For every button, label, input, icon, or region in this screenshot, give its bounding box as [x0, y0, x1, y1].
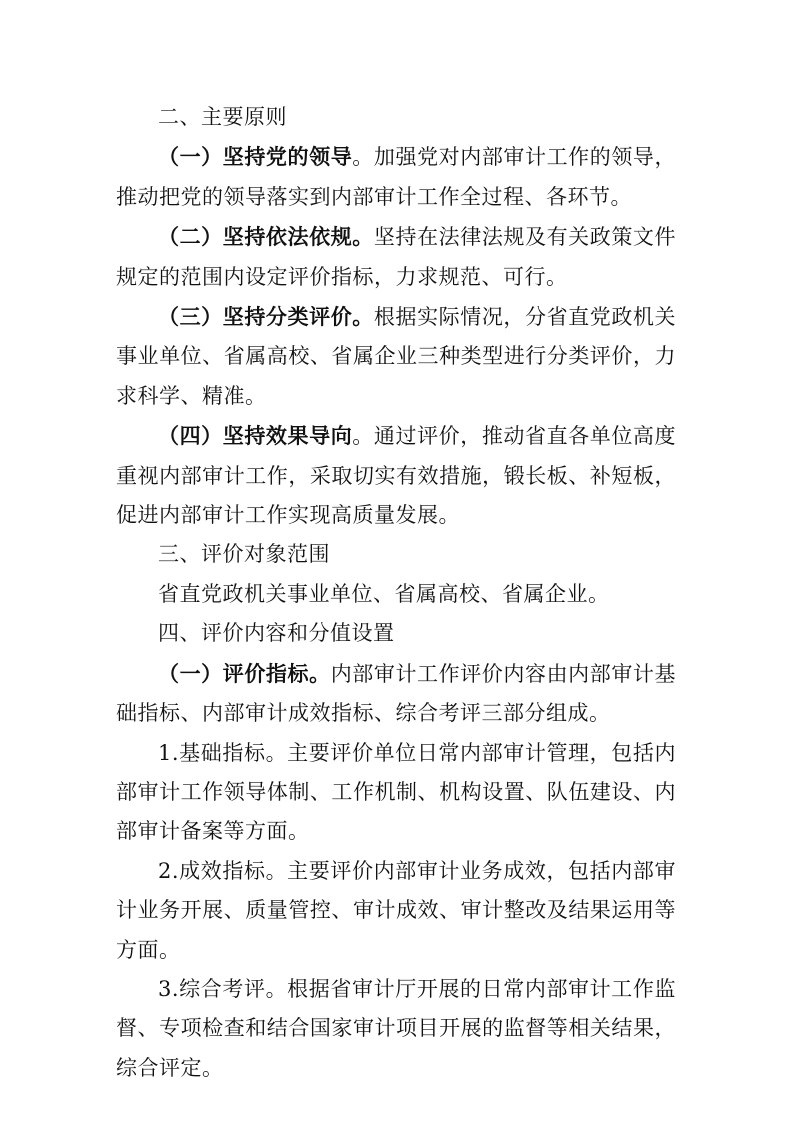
paragraph-text: 坚持在法律法规及有关政策文件规定的范围内设定评价指标，力求规范、可行。	[116, 225, 677, 289]
paragraph-lead: （一）坚持党的领导	[158, 144, 353, 170]
paragraph-lead-separator: 。	[309, 660, 331, 686]
document-body	[116, 98, 676, 1088]
paragraph-lead: （二）坚持依法依规	[158, 224, 353, 250]
paragraph-comprehensive-review: 3.综合考评。根据省审计厅开展的日常内部审计工作监督、专项检查和结合国家审计项目开展的监督等相关结果，综合评定。	[116, 976, 676, 1080]
paragraph-text: 内部审计工作评价内容由内部审计基础指标、内部审计成效指标、综合考评三部分组成。	[116, 661, 677, 726]
paragraph-result-oriented	[116, 416, 676, 535]
paragraph-lead-separator: 。	[352, 304, 374, 330]
paragraph-lead-separator: 。	[352, 145, 374, 170]
paragraph-lead-separator: 。	[352, 224, 374, 250]
paragraph-lawful	[116, 217, 676, 297]
paragraph-lead: （四）坚持效果导向	[158, 423, 353, 449]
paragraph-text: 通过评价，推动省直各单位高度重视内部审计工作，采取切实有效措施，锻长板、补短板，促进内部审计工作实现高质量发展。	[116, 424, 677, 528]
paragraph-scope: 省直党政机关事业单位、省属高校、省属企业。	[158, 581, 610, 606]
section-heading-principles: 二、主要原则	[158, 105, 287, 129]
paragraph-evaluation-indicators	[116, 654, 676, 734]
paragraph-classified-evaluation	[116, 297, 676, 416]
section-heading-content-scores: 四、评价内容和分值设置	[158, 621, 395, 646]
section-heading-scope: 三、评价对象范围	[158, 542, 330, 567]
paragraph-lead: （三）坚持分类评价	[158, 304, 353, 330]
paragraph-effectiveness-indicators: 2.成效指标。主要评价内部审计业务成效，包括内部审计业务开展、质量管控、审计成效、审计整改及结果运用等方面。	[116, 858, 676, 962]
paragraph-text: 根据实际情况，分省直党政机关事业单位、省属高校、省属企业三种类型进行分类评价，力求科学、精准。	[116, 305, 677, 408]
paragraph-party-leadership	[116, 137, 676, 217]
paragraph-lead-separator: 。	[352, 424, 374, 449]
paragraph-lead: （一）评价指标	[158, 660, 310, 686]
paragraph-basic-indicators: 1.基础指标。主要评价单位日常内部审计管理，包括内部审计工作领导体制、工作机制、机构设置、队伍建设、内部审计备案等方面。	[116, 740, 676, 844]
paragraph-text: 加强党对内部审计工作的领导，推动把党的领导落实到内部审计工作全过程、各环节。	[116, 145, 677, 209]
